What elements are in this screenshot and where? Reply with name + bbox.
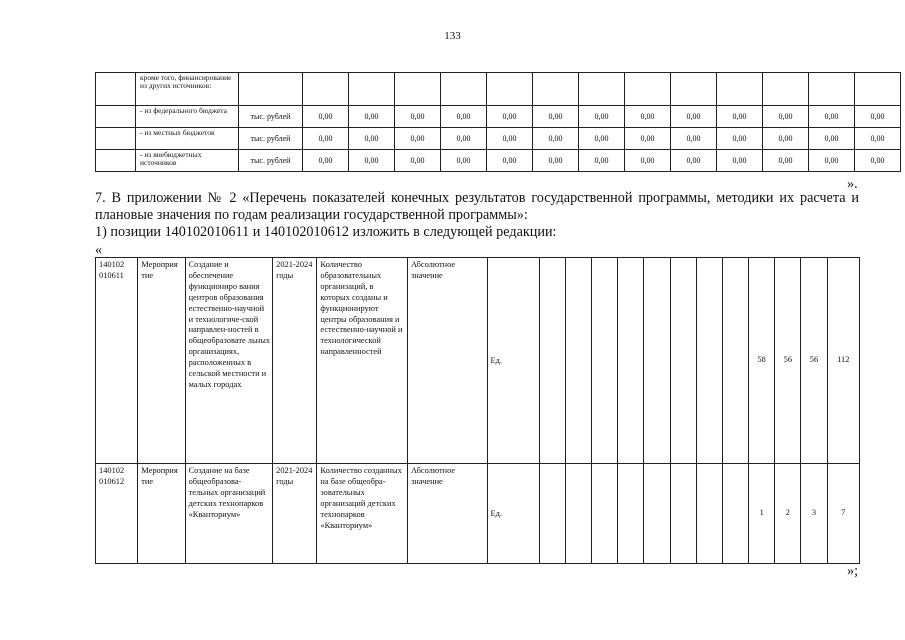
value-cell (855, 73, 901, 106)
value-cell (565, 258, 591, 464)
value-cell: 0,00 (579, 150, 625, 172)
value-cell (533, 73, 579, 106)
item-type: Мероприя тие (138, 258, 185, 464)
indicator-code: 140102 010612 (96, 464, 138, 564)
value-cell: 0,00 (533, 150, 579, 172)
value-cell: 0,00 (671, 106, 717, 128)
value-cell: 0,00 (717, 106, 763, 128)
value-cell (592, 464, 618, 564)
value-cell: 0,00 (809, 128, 855, 150)
value-cell: 0,00 (349, 128, 395, 150)
value-cell (349, 73, 395, 106)
value-cell (618, 258, 644, 464)
value-cell (717, 73, 763, 106)
table-row (96, 150, 901, 172)
value-cell (670, 464, 696, 564)
empty-cell (96, 106, 136, 128)
value-cell: 0,00 (579, 106, 625, 128)
empty-cell (96, 128, 136, 150)
value-cell: 1 (749, 464, 775, 564)
activity-name: Создание и обеспечение функциониро вания центров образования естественно-научной и технологиче-ской направлен-ностей в общеобразовате льных организациях, расположенных в сельской местности и малых городах (185, 258, 273, 464)
value-cell: 112 (827, 258, 859, 464)
unit-cell (239, 73, 303, 106)
funding-source-label: - из местных бюджетов (136, 128, 239, 150)
value-cell (722, 464, 748, 564)
value-cell (722, 258, 748, 464)
value-cell (539, 258, 565, 464)
value-cell: 0,00 (395, 106, 441, 128)
value-cell: 0,00 (487, 106, 533, 128)
value-cell (644, 258, 670, 464)
table-row (96, 73, 901, 106)
value-cell: 3 (801, 464, 827, 564)
value-cell: 0,00 (303, 128, 349, 150)
value-cell (579, 73, 625, 106)
funding-source-label: кроме того, финансирование из других источников: (136, 73, 239, 106)
value-cell: 0,00 (349, 106, 395, 128)
value-cell: 0,00 (441, 128, 487, 150)
closing-quote: ». (847, 176, 858, 192)
value-cell: 0,00 (717, 128, 763, 150)
value-cell (809, 73, 855, 106)
item-type: Мероприя тие (138, 464, 185, 564)
value-cell (539, 464, 565, 564)
empty-cell (96, 150, 136, 172)
value-cell: 0,00 (855, 106, 901, 128)
value-cell (625, 73, 671, 106)
indicator-code: 140102 010611 (96, 258, 138, 464)
value-cell: 0,00 (671, 150, 717, 172)
value-cell: 0,00 (395, 150, 441, 172)
value-cell: 0,00 (441, 150, 487, 172)
funding-source-label: - из внебюджетных источников (136, 150, 239, 172)
value-cell: 2 (775, 464, 801, 564)
value-cell (696, 464, 722, 564)
indicator-name: Количество образовательных организаций, в которых созданы и функционируют центры образования и естественно-научной и технологической направленностей (317, 258, 408, 464)
value-cell: 0,00 (763, 106, 809, 128)
table-row (96, 258, 860, 464)
value-cell (644, 464, 670, 564)
value-cell: 56 (775, 258, 801, 464)
paragraph-item-1: 1) позиции 140102010611 и 140102010612 изложить в следующей редакции: (95, 224, 557, 240)
opening-quote: « (95, 242, 103, 258)
value-cell (696, 258, 722, 464)
value-cell: 0,00 (809, 106, 855, 128)
table-row (96, 106, 901, 128)
value-cell (592, 258, 618, 464)
value-cell (395, 73, 441, 106)
table-row (96, 128, 901, 150)
paragraph-item-7: 7. В приложении № 2 «Перечень показателей конечных результатов государственной программы, методики их расчета и плановые значения по годам реализации государственной программы»: (95, 190, 859, 223)
value-cell (618, 464, 644, 564)
page-number: 133 (444, 30, 461, 42)
value-cell (565, 464, 591, 564)
value-cell: 58 (749, 258, 775, 464)
financing-table (95, 72, 901, 172)
value-cell: 0,00 (533, 128, 579, 150)
value-cell (441, 73, 487, 106)
value-cell: 7 (827, 464, 859, 564)
value-cell: 0,00 (855, 150, 901, 172)
value-cell: 0,00 (671, 128, 717, 150)
period: 2021-2024 годы (273, 258, 317, 464)
closing-quote-semicolon: »; (847, 563, 859, 579)
calculation-method: Абсолютное значение (407, 258, 487, 464)
activity-name: Создание на базе общеобразова-тельных организаций детских технопарков «Кванториум» (185, 464, 273, 564)
value-cell: 0,00 (809, 150, 855, 172)
unit-cell: тыс. рублей (239, 150, 303, 172)
value-cell (670, 258, 696, 464)
value-cell (303, 73, 349, 106)
table-row (96, 464, 860, 564)
value-cell: 0,00 (717, 150, 763, 172)
funding-source-label: - из федерального бюджета (136, 106, 239, 128)
empty-cell (96, 73, 136, 106)
value-cell: 0,00 (625, 128, 671, 150)
unit-cell: тыс. рублей (239, 128, 303, 150)
value-cell (763, 73, 809, 106)
value-cell: 0,00 (487, 128, 533, 150)
value-cell: 0,00 (395, 128, 441, 150)
value-cell: 0,00 (855, 128, 901, 150)
value-cell: 0,00 (625, 106, 671, 128)
calculation-method: Абсолютное значение (407, 464, 487, 564)
unit-cell: тыс. рублей (239, 106, 303, 128)
value-cell (671, 73, 717, 106)
value-cell: 0,00 (625, 150, 671, 172)
indicators-table (95, 257, 860, 564)
value-cell: 0,00 (303, 106, 349, 128)
value-cell: 0,00 (487, 150, 533, 172)
value-cell: 0,00 (303, 150, 349, 172)
value-cell: 0,00 (763, 128, 809, 150)
value-cell: 0,00 (441, 106, 487, 128)
value-cell: 0,00 (579, 128, 625, 150)
value-cell: 0,00 (349, 150, 395, 172)
value-cell (487, 73, 533, 106)
indicator-name: Количество созданных на базе общеобра-зовательных организаций детских технопарков «Кванториум» (317, 464, 408, 564)
period: 2021-2024 годы (273, 464, 317, 564)
value-cell: 56 (801, 258, 827, 464)
value-cell: 0,00 (763, 150, 809, 172)
value-cell: 0,00 (533, 106, 579, 128)
unit-cell: Ед. (487, 258, 539, 464)
unit-cell: Ед. (487, 464, 539, 564)
